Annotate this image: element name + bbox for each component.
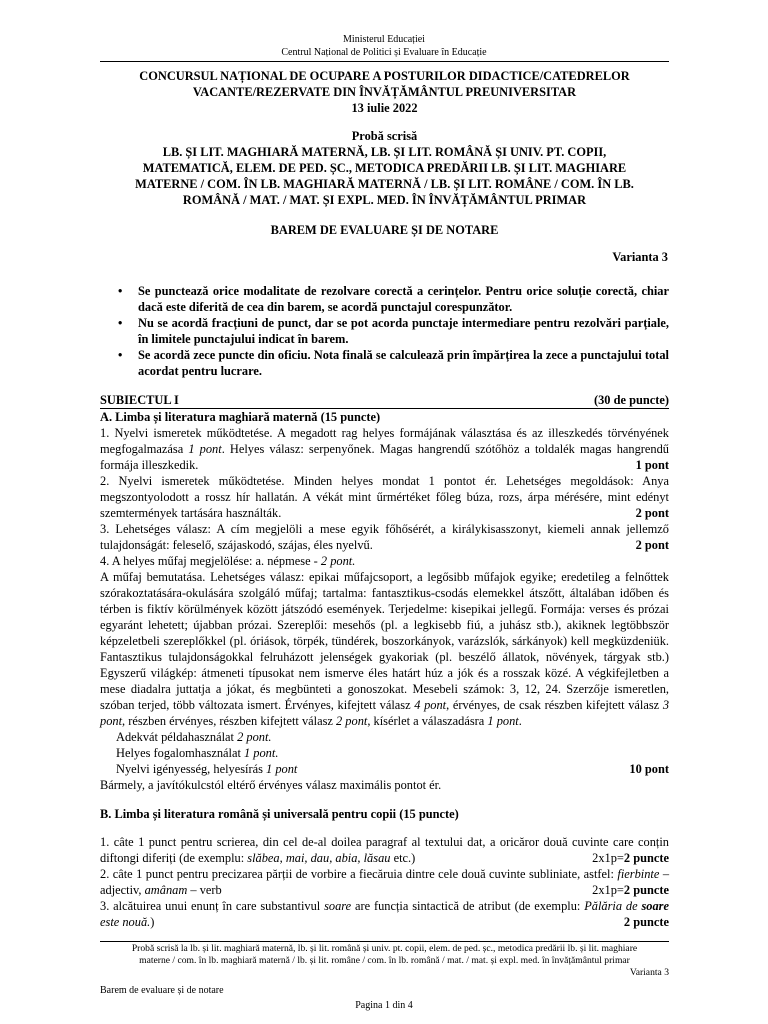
footer-line-1: Probă scrisă la lb. și lit. maghiară maternă, lb. și lit. română și univ. pt. copii, elem. de ped. șc., metodica predării lb. și lit. maghiare <box>131 943 638 954</box>
instruction-item: • Nu se acordă fracțiuni de punct, dar se pot acorda punctaje intermediare pentru rezolvări parțiale, în limitele punctajului indicat în barem. <box>118 316 669 346</box>
item-a2: 2. Nyelvi ismeretek működtetése. Minden helyes mondat 1 pontot ér. Lehetséges megoldások: Anya megszontyolodott a rossz hír hallatán. A vékát mint űrmértéket főleg búza, rozs, árpa mérésére, mint edényt szemtermények tartására használták. <box>100 474 669 520</box>
exam-line-3: MATERNE / COM. ÎN LB. MAGHIARĂ MATERNĂ / LB. ȘI LIT. ROMÂNE / COM. ÎN LB. <box>135 177 634 191</box>
instruction-item: • Se punctează orice modalitate de rezolvare corectă a cerințelor. Pentru orice soluție corectă, chiar dacă este diferită de cea din barem, se acordă punctajul corespunzător. <box>118 284 669 314</box>
exam-line-2: MATEMATICĂ, ELEM. DE PED. ȘC., METODICA PREDĂRII LB. ȘI LIT. MAGHIARE <box>142 161 627 175</box>
contest-title <box>100 68 669 116</box>
item-b1: 1. câte 1 punct pentru scrierea, din cel de-al doilea paragraf al textului dat, a oricăror două cuvinte care conțin diftongi diferiți (de exemplu: slăbea, mai, dau, abia, lăsau etc.) <box>100 835 669 865</box>
item-a2-points: 2 pont <box>635 506 669 520</box>
criteria-language: Nyelvi igényesség, helyesírás 1 pont 10 pont <box>116 762 669 776</box>
item-b2: 2. câte 1 punct pentru precizarea părții de vorbire a fiecăruia dintre cele două cuvinte subliniate, astfel: fierbinte – adjectiv, amânam – verb <box>100 867 670 897</box>
criteria-example: Adekvát példahasználat 2 pont. <box>116 730 272 744</box>
item-a3: 3. Lehetséges válasz: A cím megjelöli a mese egyik főhősérét, a királykisasszonyt, kiemeli annak jellemző tulajdonságát: feleselő, szájaskodó, szájas, éles nyelvű. <box>100 522 669 552</box>
item-a1-points: 1 pont <box>635 458 669 472</box>
title-date: 13 iulie 2022 <box>351 101 418 115</box>
title-line-1: CONCURSUL NAȚIONAL DE OCUPARE A POSTURILOR DIDACTICE/CATEDRELOR <box>139 69 630 83</box>
subject-points: (30 de puncte) <box>593 393 669 407</box>
ministry-name: Ministerul Educației <box>343 34 425 45</box>
page-footer <box>100 941 669 979</box>
instruction-item: • Se acordă zece puncte din oficiu. Nota finală se calculează prin împărțirea la zece a punctajului total acordat pentru lucrare. <box>118 348 669 378</box>
subject-content <box>100 393 669 930</box>
exam-line-4: ROMÂNĂ / MAT. / MAT. ȘI EXPL. MED. ÎN ÎNVĂȚĂMÂNTUL PRIMAR <box>182 193 587 207</box>
header-rule <box>100 61 669 62</box>
exam-type: Probă scrisă <box>351 129 418 143</box>
item-b1-score: 2x1p=2 puncte <box>592 851 669 865</box>
footer-variant: Varianta 3 <box>629 967 669 978</box>
section-b-heading: B. Limba și literatura română și universală pentru copii (15 puncte) <box>100 807 459 821</box>
subject-header <box>100 393 669 409</box>
ministry-header <box>0 33 768 59</box>
item-a1: 1. Nyelvi ismeretek működtetése. A megadott rag helyes formájának választása és az illeszkedés törvényének megfogalmazása 1 pont. Helyes válasz: serpenyőnek. Magas hangrendű szótőhöz a toldalék magas hangrendű formája illeszkedik. <box>100 426 669 472</box>
item-a3-points: 2 pont <box>635 538 669 552</box>
section-a-heading: A. Limba și literatura maghiară maternă (15 puncte) <box>100 410 381 424</box>
item-a4: 4. A helyes műfaj megjelölése: a. népmese - 2 pont. <box>100 554 356 568</box>
footer-barem-label: Barem de evaluare și de notare <box>100 985 224 996</box>
instructions-list <box>118 283 669 379</box>
variant-label: Varianta 3 <box>612 250 668 264</box>
page-number: Pagina 1 din 4 <box>355 1000 413 1011</box>
footer-line-2: materne / com. în lb. maghiară maternă / lb. și lit. române / com. în lb. română / mat. / mat. și expl. med. în învățământul primar <box>139 955 630 966</box>
item-b2-score: 2x1p=2 puncte <box>592 883 669 897</box>
item-a4-essay: A műfaj bemutatása. Lehetséges válasz: epikai műfajcsoport, a legősibb műfajok egyike; eredetileg a felnőttek szórakoztatására-okulására szolgáló műfaj; tartalma: fantasztikus-csodás elemekkel átszőtt, általában időben és térben is fiktív körülmények között játszódó események. Terjedelme: kisepikai jellegű. Formája: verses és prózai egyaránt lehetett; újabban prózai. Szereplői: mesehős (pl. a legkisebb fiú, a juhász stb.), akiknek legtöbbször képzeletbeli szereplőkkel (pl. óriások, törpék, tündérek, boszorkányok, varázslók, sárkányok) kell megküzdeniük. Fantasztikus tulajdonságokkal felruházott jelenségek gyakoriak (pl. beszélő állatok, növények, tárgyak stb.) Egyszerű világkép: átmeneti típusokat nem ismerve éles határt húz a jók és a rosszak közé. A végkifejletben a mese diadalra juttatja a jókat, és megbünteti a gonoszokat. Mesebeli számok: 3, 12, 24. Szerzője ismeretlen, szóban terjed, több változata ismert. Érvényes, kifejtett válasz 4 pont, érvényes, de csak részben kifejtett válasz 3 pont, részben érvényes, részben kifejtett válasz 2 pont, kísérlet a válaszadásra 1 pont. <box>100 570 670 728</box>
subject-name: SUBIECTUL I <box>100 393 179 407</box>
item-a4-points: 10 pont <box>629 762 669 776</box>
exam-line-1: LB. ȘI LIT. MAGHIARĂ MATERNĂ, LB. ȘI LIT. ROMÂNĂ ȘI UNIV. PT. COPII, <box>162 145 607 159</box>
title-line-2: VACANTE/REZERVATE DIN ÎNVĂȚĂMÂNTUL PREUNIVERSITAR <box>192 85 577 99</box>
exam-block <box>100 128 669 208</box>
closing-note: Bármely, a javítókulcstól eltérő érvényes válasz maximális pontot ér. <box>100 778 442 792</box>
item-b3-score: 2 puncte <box>623 915 669 929</box>
barem-title: BAREM DE EVALUARE ȘI DE NOTARE <box>270 223 499 237</box>
center-name: Centrul Național de Politici și Evaluare în Educație <box>281 47 487 58</box>
item-b3: 3. alcătuirea unui enunț în care substantivul soare are funcția sintactică de atribut (de exemplu: Pălăria de soare este nouă.) <box>100 899 669 929</box>
criteria-concepts: Helyes fogalomhasználat 1 pont. <box>116 746 279 760</box>
